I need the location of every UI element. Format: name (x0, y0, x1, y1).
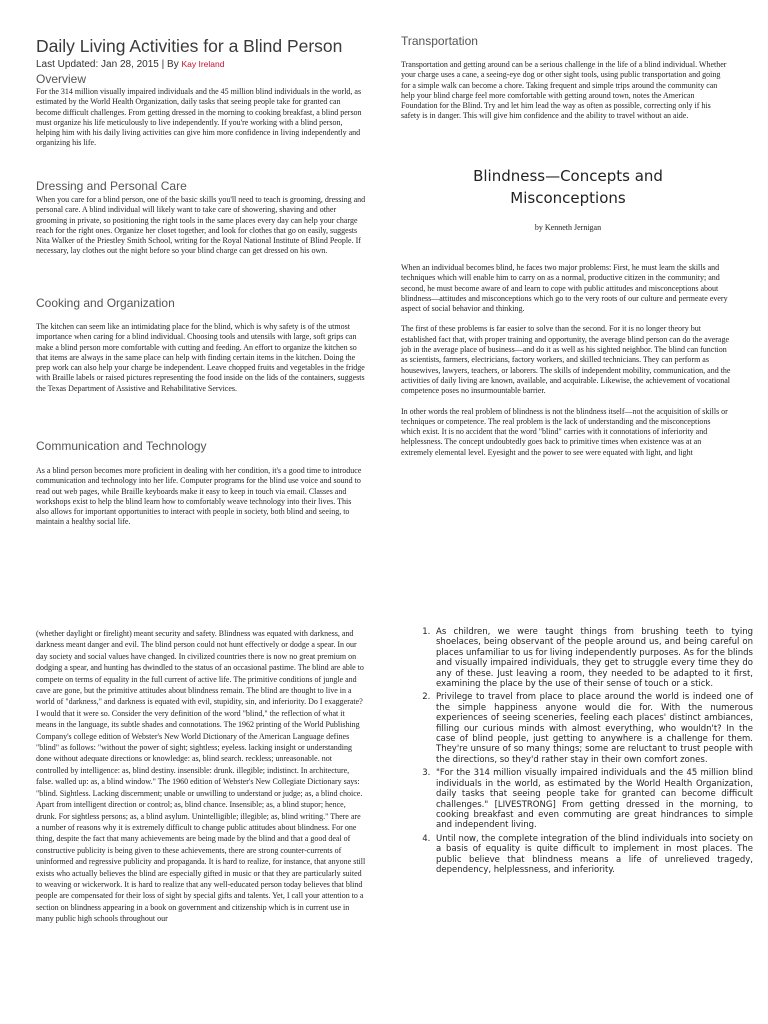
dressing-heading: Dressing and Personal Care (36, 179, 187, 193)
article-paragraph: The first of these problems is far easier to solve than the second. For it is no longer theory but established fact that, with proper training and opportunity, the average blind person can do the average job in the average place of business—and do it as well as his sighted neighbor. The blind can function as scientists, farmers, electricians, factory workers, and skilled technicians. They can perform as housewives, lawyers, teachers, or laborers. The skills of independent mobility, communication, and the activities of daily living are known, available, and acquirable. Likewise, the achievement of vocational competence poses no insurmountable barrier. (401, 324, 731, 396)
article-continuation: (whether daylight or firelight) meant security and safety. Blindness was equated with darkness, and darkness meant danger and evil. The blind person could not hunt effectively or dodge a spear. In our day society and social values have changed. In civilized countries there is now no great premium on dodging a spear, and hunting has dwindled to the status of an occasional pastime. The blind are able to compete on terms of equality in the full current of active life. The primitive conditions of jungle and cave are gone, but the primitive attitudes about blindness remain. The blind are thought to live in a world of "darkness," and darkness is equated with evil, stupidity, sin, and inferiority. Do I exaggerate? I would that it were so. Consider the very definition of the word "blind," the reflection of what it means in the language, its subtle shades and connotations. The 1962 printing of the World Publishing Company's college edition of Webster's New World Dictionary of the American Language defines "blind" as follows: "without the power of sight; sightless; eyeless. lacking insight or understanding done without adequate directions or knowledge: as, blind search. reckless; unreasonable. not controlled by intelligence: as, blind destiny. insensible: drunk. illegible; indistinct. In architecture, false. walled up: as, a blind window." The 1960 edition of Webster's New Collegiate Dictionary says: "blind. Sightless. Lacking discernment; unable or unwilling to understand or judge; as, a blind choice. Apart from intelligent direction or control; as, blind chance. Insensible; as, a blind stupor; hence, drunk. For sightless persons; as, a blind asylum. Unintelligible; illegible; as, blind writing." There are a number of reasons why it is extremely difficult to change public attitudes about blindness. For one thing, despite the fact that many achievements are being made by the blind and that a good deal of constructive publicity is being given to these achievements, there are strong counter-currents of uninformed and regressive publicity and propaganda. It is hard to realize, for instance, that anyone still exists who actually believes the blind are especially gifted in music or that they are particularly suited to weaving or wickerwork. It is hard to realize that any well-educated person today believes that blind people are compensated for their loss of sight by special gifts and talents. Yet, I call your attention to a section on blindness appearing in a book on government and citizenship which is in current use in many public high schools throughout our (36, 629, 366, 924)
communication-heading: Communication and Technology (36, 439, 207, 453)
transportation-heading: Transportation (401, 34, 478, 48)
cooking-heading: Cooking and Organization (36, 296, 175, 310)
overview-text: For the 314 million visually impaired individuals and the 45 million blind individuals in the world, as estimated by the World Health Organization, daily tasks that seeing people take for granted can become difficult challenges. From getting dressed in the morning to cooking breakfast, a blind person must organize his life meticulously to live independently. If you're working with a blind person, helping him with his daily living activities can give him more confidence in living independently and organizing his life. (36, 87, 362, 148)
list-item: 1. As children, we were taught things from brushing teeth to tying shoelaces, being observant of the people around us, and being careful on places unfamiliar to us for living independently purposes. As for the blinds and visually impaired individuals, they get to struggle every time they do any of these. Just leaving a room, they needed to be adapted to it first, examining the place by the use of their sense of touch or a stick. (433, 627, 753, 689)
page-title: Daily Living Activities for a Blind Person (36, 36, 343, 56)
article-title: Blindness—Concepts and Misconceptions (473, 167, 663, 207)
numbered-list (413, 627, 753, 878)
transportation-text: Transportation and getting around can be a serious challenge in the life of a blind individual. Whether your charge uses a cane, a seeing-eye dog or other sight tools, using public transportation and going for a simple walk can become a chore. Taking frequent and simple trips around the community can help your blind charge feel more comfortable with getting around town, notes the American Foundation for the Blind. Try and let him lead the way as often as possible, correcting only if his safety is in danger. This will give him confidence and the ability to travel without an aide. (401, 60, 727, 121)
author-link[interactable]: Kay Ireland (181, 59, 225, 69)
article-author: by Kenneth Jernigan (534, 223, 602, 232)
article-body (401, 263, 731, 468)
dressing-text: When you care for a blind person, one of the basic skills you'll need to teach is grooming, dressing and personal care. A blind individual will likely want to take care of showering, shaving and other grooming in private, so positioning the right tools in the same places every day can help your charge reach for the right ones. Organize her closet together, and look for clothes that go on easily, suggests Nita Walker of the Priestley Smith School, writing for the Royal National Institute of Blind People. If necessary, lay clothes out the night before so your blind charge can get dressed on his own. (36, 195, 366, 256)
last-updated-line (36, 59, 224, 70)
list-item: 3. "For the 314 million visually impaired individuals and the 45 million blind individuals in the world, as estimated by the World Health Organization, daily tasks that seeing people take for granted can become difficult challenges." [LIVESTRONG] From getting dressed in the morning, to cooking breakfast and even commuting are great hindrances to simple and independent living. (433, 768, 753, 830)
updated-prefix: Last Updated: Jan 28, 2015 | By (36, 59, 182, 70)
cooking-text: The kitchen can seem like an intimidating place for the blind, which is why safety is of the utmost importance when caring for a blind individual. Choosing tools and utensils with large, soft grips can make a blind person more comfortable with cutting and feeding. An effort to organize the kitchen so that items are always in the same place can help with finding certain items in the kitchen. Doing the prep work can also help your charge be independent. Leave chopped fruits and vegetables in the fridge with Braille labels or raised pictures representing the food inside on the lids of the containers, suggests the Texas Department of Assistive and Rehabilitative Services. (36, 322, 365, 393)
list-item: 2. Privilege to travel from place to place around the world is indeed one of the simple happiness anyone would die for. With the numerous experiences of seeing sceneries, feeling each places' distinct ambiances, filling our curious minds with almost everything, who wouldn't? In the case of blind people, just getting to anywhere is a challenge for them. They're unsure of so many things; some are reluctant to trust people with the directions, so they'd rather stay in their own comfort zones. (433, 692, 753, 765)
article-paragraph: In other words the real problem of blindness is not the blindness itself—not the acquisition of skills or techniques or competence. The real problem is the lack of understanding and the misconceptions which exist. It is no accident that the word "blind" carries with it connotations of inferiority and helplessness. The concept undoubtedly goes back to primitive times when existence was at an extremely elemental level. Eyesight and the power to see were equated with light, and light (401, 406, 728, 457)
communication-text: As a blind person becomes more proficient in dealing with her condition, it's a good time to introduce communication and technology into her life. Computer programs for the blind use voice and sound to read out web pages, while Braille keyboards make it easy to keep in touch via email. Classes and workshops exist to help the blind learn how to comfortably weave technology into their lives. This also allows for important opportunities to interact with people in society, both blind and seeing, to maintain a healthy social life. (36, 466, 362, 527)
overview-heading: Overview (36, 72, 87, 86)
list-item: 4. Until now, the complete integration of the blind individuals into society on a basis of equality is quite difficult to implement in most places. The public believe that blindness means a life of unrelieved tragedy, dependency, helplessness, and inferiority. (433, 834, 753, 876)
article-paragraph: When an individual becomes blind, he faces two major problems: First, he must learn the skills and techniques which will enable him to carry on as a normal, productive citizen in the community; and second, he must become aware of and learn to cope with public attitudes and misconceptions about blindness—attitudes and misconceptions which go to the very roots of our culture and permeate every aspect of social behavior and thinking. (401, 263, 728, 314)
